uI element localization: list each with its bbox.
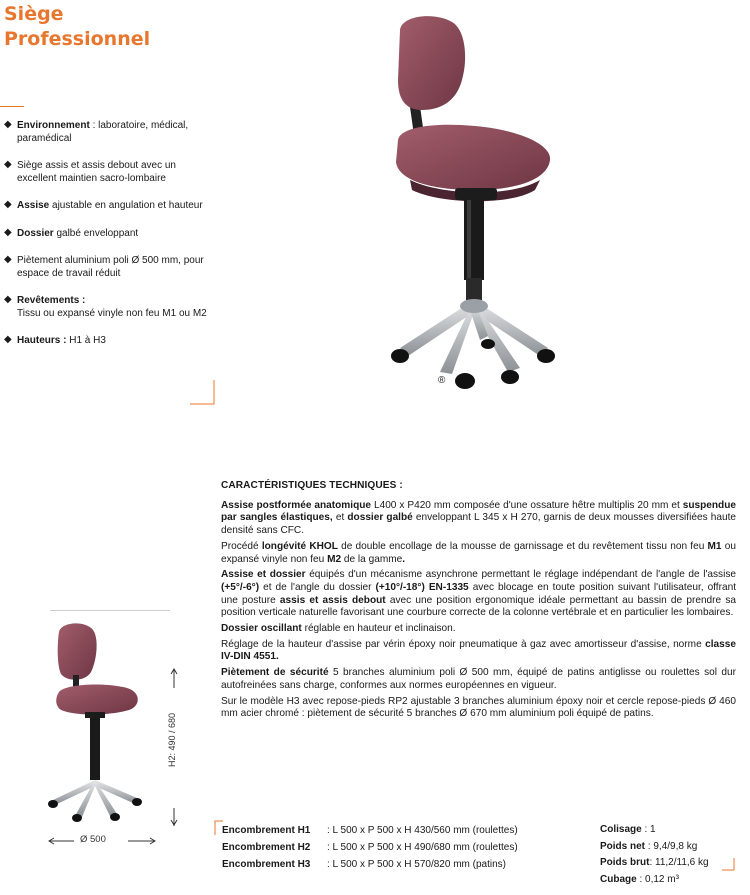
- title-underline: [0, 106, 24, 107]
- feature-item: ◆ Dossier galbé enveloppant: [4, 226, 139, 239]
- encombrement-row: Encombrement H2 : L 500 x P 500 x H 490/680 mm (roulettes): [222, 842, 518, 853]
- spec-paragraph: Piètement de sécurité 5 branches aluminium poli Ø 500 mm, équipé de patins antiglisse ou roulettes sol dur autofreinées sans charge, conformes aux normes européennes en vigueur.: [221, 667, 737, 691]
- specs-title: CARACTÉRISTIQUES TECHNIQUES :: [221, 480, 403, 491]
- encombrement-list: [222, 822, 518, 873]
- packaging-row: Poids net : 9,4/9,8 kg: [600, 840, 698, 852]
- base-dimension-label: Ø 500: [80, 834, 106, 845]
- feature-item: ◆ Revêtements : Tissu ou expansé vinyle non feu M1 ou M2: [4, 294, 207, 319]
- spec-paragraph: Assise et dossier équipés d'un mécanisme asynchrone permettant le réglage indépendant de l'angle de l'assise (+5°/-6°) et de l'angle du dossier (+10°/-18°) EN-1335 avec blocage en toute position suivant l'utilisateur, offrant une posture assis et assis debout avec une position ergonomique idéale permettant au bassin de prendre sa position verticale naturelle favorisant une courbure correcte de la colonne vertébrale et en particulier les lombaires.: [221, 569, 737, 619]
- spec-paragraph: Procédé longévité KHOL de double encollage de la mousse de garnissage et du revêtement tissu non feu M1 ou expansé vinyle non feu M2 de la gamme.: [221, 540, 736, 565]
- encombrement-row: Encombrement H1 : L 500 x P 500 x H 430/560 mm (roulettes): [222, 825, 518, 836]
- corner-bracket-icon: [190, 380, 216, 406]
- spec-paragraph: Assise postformée anatomique L400 x P420 mm composée d'une ossature hêtre multiplis 20 mm et suspendue par sangles élastiques, et dossier galbé enveloppant L 345 x H 270, garnis de deux mousses diversifiées haute densité sans CFC.: [221, 499, 736, 537]
- main-chair-image: [370, 10, 570, 395]
- height-dimension-label: H2: 490 / 680: [167, 712, 177, 768]
- page-title-line-2: Professionnel: [4, 28, 151, 50]
- feature-item: ◆ Siège assis et assis debout avec un excellent maintien sacro-lombaire: [4, 159, 176, 184]
- packaging-row: Cubage : 0,12 m³: [600, 873, 679, 885]
- spec-paragraph: Réglage de la hauteur d'assise par vérin époxy noir pneumatique à gaz avec amortisseur d'assise, norme classe IV-DIN 4551.: [221, 638, 736, 663]
- diamond-bullet-icon: ◆: [4, 294, 12, 305]
- diamond-bullet-icon: ◆: [4, 254, 12, 265]
- diamond-bullet-icon: ◆: [4, 119, 12, 130]
- feature-item: ◆ Hauteurs : H1 à H3: [4, 334, 106, 346]
- diamond-bullet-icon: ◆: [4, 334, 12, 345]
- packaging-row: Colisage : 1: [600, 824, 656, 835]
- feature-item: ◆ Environnement : laboratoire, médical, paramédical: [4, 119, 189, 144]
- corner-bracket-icon: [722, 858, 736, 872]
- encombrement-row: Encombrement H3 : L 500 x P 500 x H 570/820 mm (patins): [222, 859, 506, 870]
- feature-item: ◆ Assise ajustable en angulation et hauteur: [4, 199, 203, 211]
- spec-paragraph: Dossier oscillant réglable en hauteur et inclinaison.: [221, 623, 456, 635]
- diamond-bullet-icon: ◆: [4, 226, 12, 238]
- technical-specs: [221, 480, 736, 724]
- packaging-row: Poids brut: 11,2/11,6 kg: [600, 857, 709, 868]
- diamond-bullet-icon: ◆: [4, 199, 12, 210]
- feature-item: ◆ Piètement aluminium poli Ø 500 mm, pour espace de travail réduit: [4, 254, 204, 279]
- diagram-top-line: [50, 610, 170, 611]
- spec-paragraph: Sur le modèle H3 avec repose-pieds RP2 ajustable 3 branches aluminium époxy noir et cercle repose-pieds Ø 460 mm acier chromé : piètement de sécurité 5 branches Ø 670 mm aluminium poli équipé de patins.: [221, 695, 736, 720]
- registered-mark: ®: [438, 375, 446, 386]
- packaging-list: [600, 822, 709, 888]
- feature-list: [4, 120, 209, 363]
- small-chair-image: [45, 620, 155, 825]
- page-title-line-1: Siège: [4, 3, 64, 25]
- page-title: [4, 2, 150, 52]
- diamond-bullet-icon: ◆: [4, 159, 12, 170]
